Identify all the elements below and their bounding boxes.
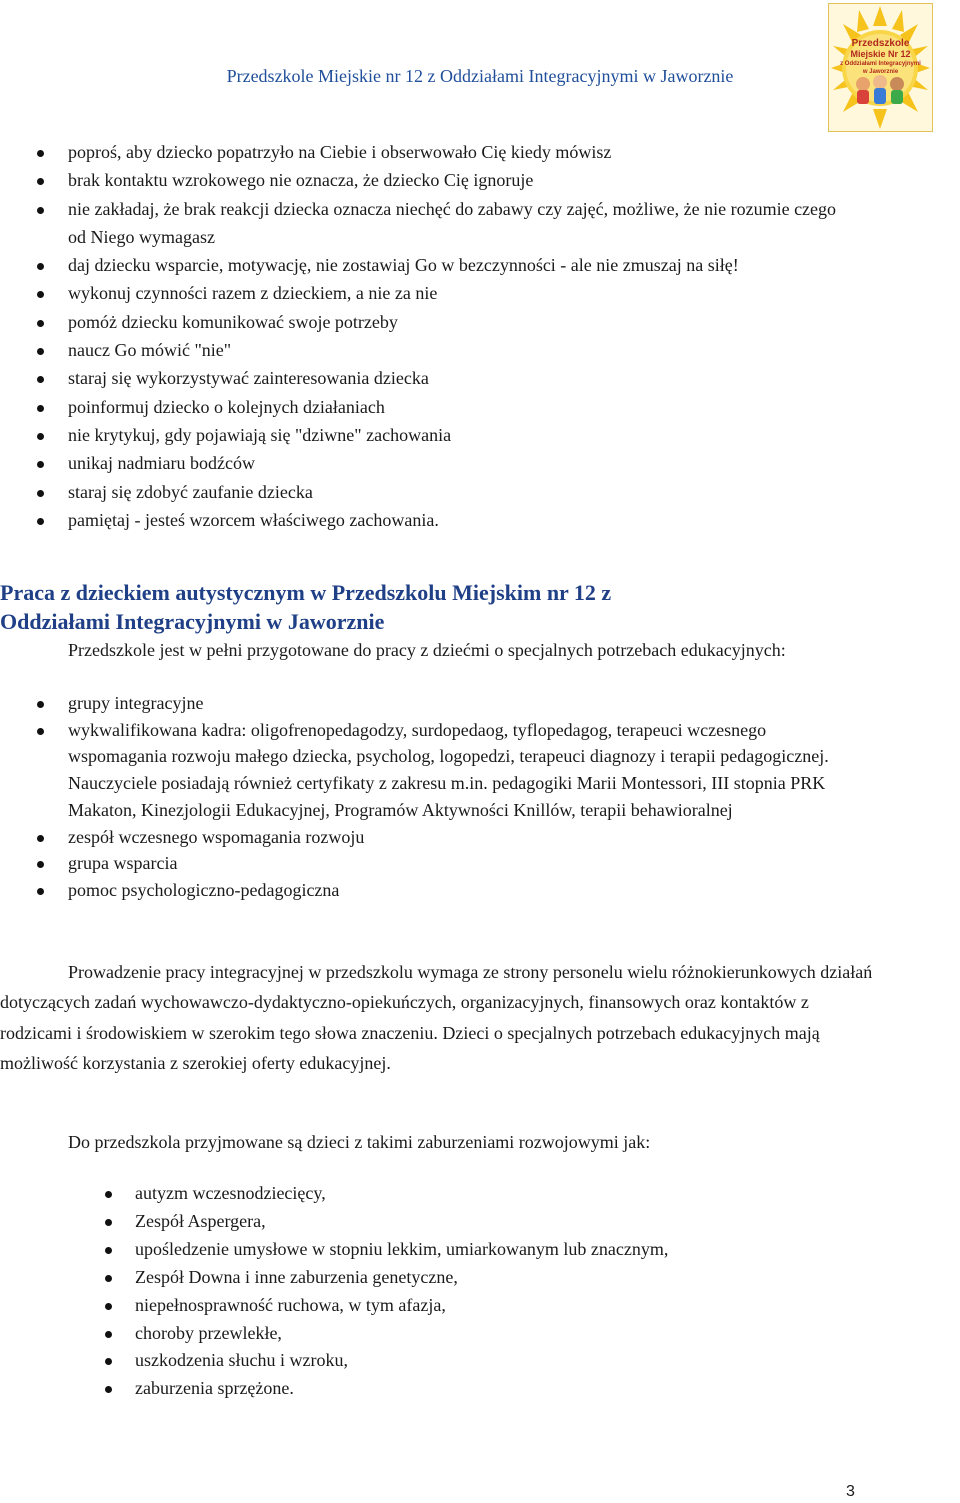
list-item: nie zakładaj, że brak reakcji dziecka oznacza niechęć do zabawy czy zajęć, możliwe, że nie rozumie czego od Niego wymagasz <box>0 195 858 252</box>
list-item: Zespół Downa i inne zaburzenia genetyczne, <box>0 1264 915 1292</box>
bullet-icon <box>37 861 44 868</box>
bullet-icon <box>37 888 44 895</box>
list-item: nie krytykuj, gdy pojawiają się "dziwne" zachowania <box>0 421 858 449</box>
list-item: autyzm wczesnodziecięcy, <box>0 1180 915 1208</box>
admission-paragraph: Do przedszkola przyjmowane są dzieci z takimi zaburzeniami rozwojowymi jak: <box>68 1132 651 1152</box>
section-heading <box>0 578 960 636</box>
bullet-icon <box>105 1386 112 1393</box>
section-heading-line-1: Praca z dzieckiem autystycznym w Przedszkolu Miejskim nr 12 z <box>0 580 612 605</box>
list-item: grupa wsparcia <box>0 850 868 877</box>
list-item: pomoc psychologiczno-pedagogiczna <box>0 877 868 904</box>
list-item: pamiętaj - jesteś wzorcem właściwego zachowania. <box>0 506 858 534</box>
logo-line-4: w Jaworznie <box>862 69 899 75</box>
list-item: pomóż dziecku komunikować swoje potrzeby <box>0 308 858 336</box>
list-item: wykonuj czynności razem z dzieckiem, a nie za nie <box>0 279 858 307</box>
bullet-icon <box>37 701 44 708</box>
bullet-icon <box>37 461 44 468</box>
list-item: naucz Go mówić "nie" <box>0 336 858 364</box>
bullet-icon <box>37 835 44 842</box>
bullet-icon <box>37 320 44 327</box>
list-item: staraj się zdobyć zaufanie dziecka <box>0 478 858 506</box>
bullet-icon <box>105 1331 112 1338</box>
bullet-icon <box>37 518 44 525</box>
list-item: brak kontaktu wzrokowego nie oznacza, że dziecko Cię ignoruje <box>0 166 858 194</box>
bullet-icon <box>37 263 44 270</box>
list-item: uszkodzenia słuchu i wzroku, <box>0 1347 915 1375</box>
list-item: choroby przewlekłe, <box>0 1320 915 1348</box>
list-item: upośledzenie umysłowe w stopniu lekkim, umiarkowanym lub znacznym, <box>0 1236 915 1264</box>
logo-text <box>829 38 932 76</box>
bullet-icon <box>105 1358 112 1365</box>
bullet-icon <box>105 1247 112 1254</box>
integration-paragraph: Prowadzenie pracy integracyjnej w przedszkolu wymaga ze strony personelu wielu różnokierunkowych działań dotyczących zadań wychowawczo-dydaktyczno-opiekuńczych, organizacyjnych, finansowych oraz kontaktów z rodzicami i środowiskiem w szerokim tego słowa znaczeniu. Dzieci o specjalnych potrzebach edukacyjnych mają możliwość korzystania z szerokiej oferty edukacyjnej. <box>0 962 873 1073</box>
page-number: 3 <box>846 1483 855 1500</box>
bullet-icon <box>105 1219 112 1226</box>
bullet-icon <box>37 490 44 497</box>
list-item: staraj się wykorzystywać zainteresowania dziecka <box>0 364 858 392</box>
list-item: zespół wczesnego wspomagania rozwoju <box>0 824 868 851</box>
logo-line-1: Przedszkole <box>851 38 910 49</box>
section-intro: Przedszkole jest w pełni przygotowane do pracy z dziećmi o specjalnych potrzebach edukacyjnych: <box>68 640 786 660</box>
bullet-icon <box>105 1303 112 1310</box>
bullet-icon <box>105 1191 112 1198</box>
list-item: poproś, aby dziecko popatrzyło na Ciebie i obserwowało Cię kiedy mówisz <box>0 138 858 166</box>
bullet-icon <box>37 433 44 440</box>
bullet-icon <box>105 1275 112 1282</box>
header-title: Przedszkole Miejskie nr 12 z Oddziałami Integracyjnymi w Jaworznie <box>226 66 734 86</box>
tips-list <box>0 138 858 534</box>
bullet-icon <box>37 178 44 185</box>
list-item: unikaj nadmiaru bodźców <box>0 449 858 477</box>
bullet-icon <box>37 405 44 412</box>
bullet-icon <box>37 348 44 355</box>
list-item: daj dziecku wsparcie, motywację, nie zostawiaj Go w bezczynności - ale nie zmuszaj na siłę! <box>0 251 858 279</box>
section-heading-line-2: Oddziałami Integracyjnymi w Jaworznie <box>0 609 385 634</box>
list-item: niepełnosprawność ruchowa, w tym afazja, <box>0 1292 915 1320</box>
list-item: wykwalifikowana kadra: oligofrenopedagodzy, surdopedaog, tyflopedagog, terapeuci wczesnego wspomagania rozwoju małego dziecka, psycholog, logopedzi, terapeuci diagnozy i terapii pedagogicznej. Nauczyciele posiadają również certyfikaty z zakresu m.in. pedagogiki Marii Montessori, III stopnia PRK Makaton, Kinezjologii Edukacyjnej, Programów Aktywności Knillów, terapii behawioralnej <box>0 717 868 824</box>
disorders-list <box>0 1180 915 1403</box>
logo-line-3: z Oddziałami Integracyjnymi <box>840 61 921 67</box>
children-figures-icon <box>856 75 904 104</box>
bullet-icon <box>37 291 44 298</box>
bullet-icon <box>37 150 44 157</box>
offer-list <box>0 690 868 904</box>
list-item: zaburzenia sprzężone. <box>0 1375 915 1403</box>
bullet-icon <box>37 207 44 214</box>
list-item: grupy integracyjne <box>0 690 868 717</box>
bullet-icon <box>37 376 44 383</box>
list-item: Zespół Aspergera, <box>0 1208 915 1236</box>
bullet-icon <box>37 728 44 735</box>
logo-line-2: Miejskie Nr 12 <box>850 49 911 59</box>
school-logo <box>828 3 933 132</box>
list-item: poinformuj dziecko o kolejnych działaniach <box>0 393 858 421</box>
